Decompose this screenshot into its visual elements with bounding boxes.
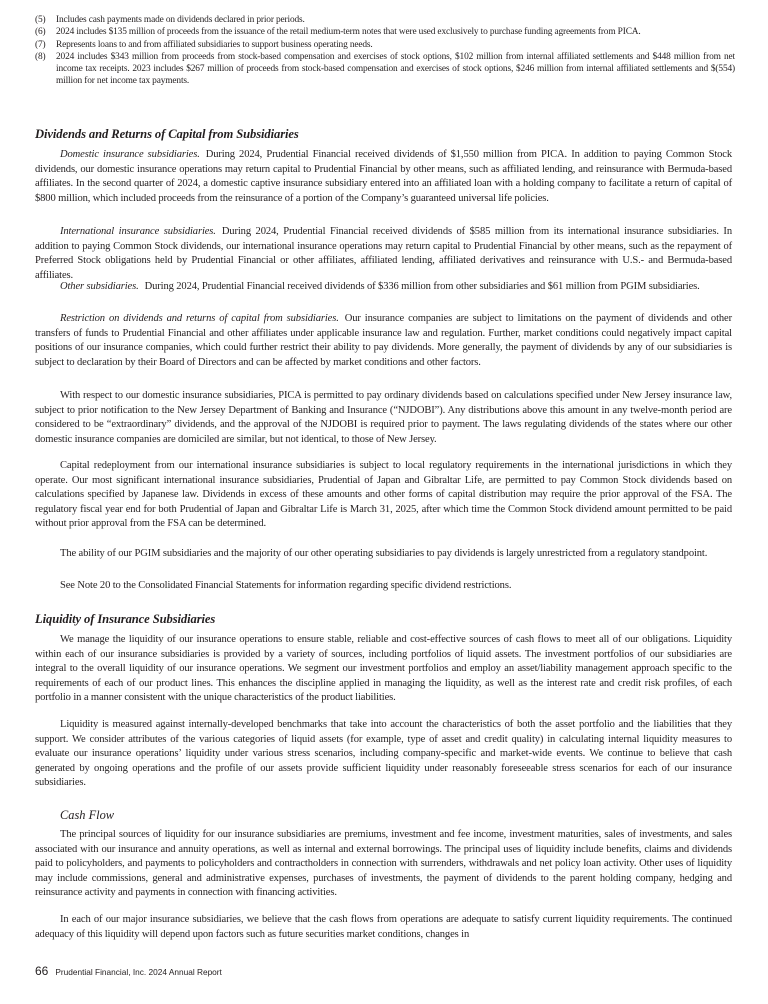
paragraph-text: During 2024, Prudential Financial received dividends of $585 million from its international insurance subsidiaries. In addition to paying Common Stock dividends, our international insurance operations may return capital to Prudential Financial by other means, such as the repayment of Preferred Stock obligations held by Prudential Financial or other affiliates, affiliated lending, affiliated derivatives and reinsurance with U.S.- and Bermuda-based affiliates. bbox=[35, 226, 732, 281]
paragraph-lead: Restriction on dividends and returns of capital from subsidiaries. bbox=[60, 313, 339, 324]
paragraph-other-subsidiaries bbox=[35, 280, 732, 295]
footnote-number: (7) bbox=[35, 39, 46, 50]
footnote-7 bbox=[35, 39, 735, 51]
paragraph-liquidity-measurement: Liquidity is measured against internally-developed benchmarks that take into account the characteristics of both the asset portfolio and the liabilities that they support. We consider attributes of the various categories of liquid assets (for example, type of asset and credit quality) in calculating internal liquidity measures to evaluate our insurance operations’ liquidity under various stress scenarios, including company-specific and market-wide events. We continue to believe that cash generated by ongoing operations and the profile of our assets provide sufficient liquidity under reasonably foreseeable stress scenarios for each of our insurance subsidiaries. bbox=[35, 719, 732, 788]
paragraph-adequacy: In each of our major insurance subsidiaries, we believe that the cash flows from operations are adequate to satisfy current liquidity requirements. The continued adequacy of this liquidity will depend upon factors such as future securities market conditions, changes in bbox=[35, 914, 732, 940]
footnote-text: 2024 includes $343 million from proceeds from stock-based compensation and exercises of stock options, $102 million from internal affiliated settlements and $448 million from net income tax receipts. 2023 includes $267 million of proceeds from stock-based compensation and exercises of stock options, $246 million from internal affiliated settlements and $(554) million for net income tax payments. bbox=[56, 51, 735, 87]
footnote-5 bbox=[35, 14, 735, 26]
footnote-8 bbox=[35, 51, 735, 88]
paragraph-lead: International insurance subsidiaries. bbox=[60, 226, 216, 237]
paragraph-text: During 2024, Prudential Financial received dividends of $336 million from other subsidiaries and $61 million from PGIM subsidiaries. bbox=[144, 281, 700, 292]
paragraph-note-20: See Note 20 to the Consolidated Financial Statements for information regarding specific dividend restrictions. bbox=[60, 580, 512, 591]
subsection-heading-cash-flow: Cash Flow bbox=[60, 808, 115, 822]
footnote-text: 2024 includes $135 million of proceeds from the issuance of the retail medium-term notes that were used exclusively to purchase funding agreements from PICA. bbox=[56, 27, 641, 38]
paragraph-domestic bbox=[35, 148, 732, 206]
paragraph-njdobi: With respect to our domestic insurance subsidiaries, PICA is permitted to pay ordinary dividends based on calculations specified under New Jersey insurance law, subject to prior notification to the New Jersey Department of Banking and Insurance (“NJDOBI”). Any distributions above this amount in any twelve-month period are considered to be “extraordinary” dividends, and the approval of the NJDOBI is required prior to payment. The laws regulating dividends of the states where our other domestic insurance companies are domiciled are similar, but not identical, to those of New Jersey. bbox=[35, 390, 732, 445]
paragraph-text: Our insurance companies are subject to limitations on the payment of dividends and other transfers of funds to Prudential Financial and other affiliates under applicable insurance law and regulation. Further, market conditions could negatively impact capital positions of our insurance companies, which could further restrict their ability to pay dividends. More generally, the payment of dividends by any of our subsidiaries is subject to declaration by their Board of Directors and can be affected by market conditions and other factors. bbox=[35, 313, 732, 368]
paragraph-lead: Other subsidiaries. bbox=[60, 281, 139, 292]
paragraph-pgim: The ability of our PGIM subsidiaries and the majority of our other operating subsidiaries to pay dividends is largely unrestricted from a regulatory standpoint. bbox=[60, 548, 708, 559]
footnote-number: (5) bbox=[35, 15, 46, 25]
footnote-number: (8) bbox=[35, 51, 46, 62]
report-title: Prudential Financial, Inc. 2024 Annual Report bbox=[55, 967, 222, 977]
paragraph-text: During 2024, Prudential Financial received dividends of $1,550 million from PICA. In addition to paying Common Stock dividends, our domestic insurance operations may return capital to Prudential Financial by other means, such as affiliated lending, and reinsurance with Bermuda-based affiliates. In the second quarter of 2024, a domestic captive insurance subsidiary entered into an affiliated loan with a holding company to facilitate a return of capital of $800 million, which included proceeds from the reinsurance of a portion of the Company’s guaranteed universal life policies. bbox=[35, 149, 732, 204]
section-heading-liquidity: Liquidity of Insurance Subsidiaries bbox=[35, 612, 216, 626]
paragraph-sources-uses: The principal sources of liquidity for our insurance subsidiaries are premiums, investment and fee income, investment maturities, sales of investments, and sales associated with our insurance and annuity operations, as well as internal and external borrowings. The principal uses of liquidity include benefits, claims and dividends paid to policyholders, and payments to policyholders and contractholders in connection with surrenders, withdrawals and net policy loan activity. Other uses of liquidity may include commissions, general and administrative expenses, purchases of investments, the payment of dividends to the parent holding company, hedging and reinsurance activity and payments in connection with financing activities. bbox=[35, 829, 732, 898]
section-heading-dividends: Dividends and Returns of Capital from Subsidiaries bbox=[35, 127, 299, 141]
paragraph-international bbox=[35, 225, 732, 283]
paragraph-restriction bbox=[35, 312, 732, 370]
paragraph-capital-redeployment: Capital redeployment from our international insurance subsidiaries is subject to local regulatory requirements in the international jurisdictions in which they operate. Our most significant international insurance subsidiaries, Prudential of Japan and Gibraltar Life, are permitted to pay Common Stock dividends based on calculations specified by Japanese law. Dividends in excess of these amounts and other forms of capital distribution may require the prior approval of the FSA. The regulatory fiscal year end for both Prudential of Japan and Gibraltar Life is March 31, 2025, after which time the Common Stock dividend amount permitted to be paid without prior approval from the FSA can be determined. bbox=[35, 460, 732, 529]
paragraph-liquidity-management: We manage the liquidity of our insurance operations to ensure stable, reliable and cost-effective sources of cash flows to meet all of our obligations. Liquidity within each of our insurance subsidiaries is provided by a variety of sources, including portfolios of liquid assets. The investment portfolios of our subsidiaries are integral to the overall liquidity of our insurance operations. We segment our investment portfolios and employ an asset/liability management approach specific to the requirements of each of our product lines. This enhances the discipline applied in managing the liquidity, as well as the interest rate and credit risk profiles, of each portfolio in a manner consistent with the unique characteristics of the product liabilities. bbox=[35, 634, 732, 703]
footnote-text: Includes cash payments made on dividends declared in prior periods. bbox=[56, 15, 305, 25]
footnote-number: (6) bbox=[35, 27, 46, 38]
paragraph-lead: Domestic insurance subsidiaries. bbox=[60, 149, 200, 160]
page-number: 66 bbox=[35, 964, 49, 978]
footnote-text: Represents loans to and from affiliated subsidiaries to support business operating needs. bbox=[56, 39, 373, 50]
footnote-6 bbox=[35, 26, 735, 38]
page-footer bbox=[35, 964, 222, 978]
footnotes bbox=[35, 14, 735, 88]
